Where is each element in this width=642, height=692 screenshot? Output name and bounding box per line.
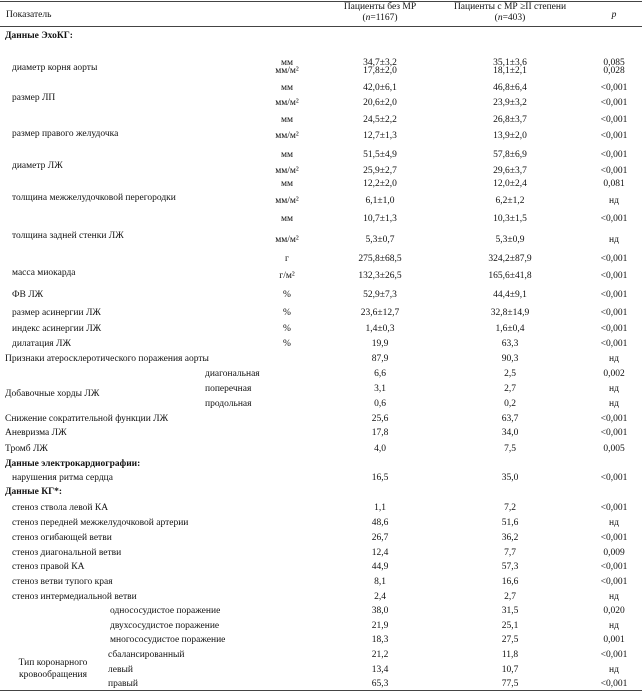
value-patients-without-mr: 132,3±26,5 [358,271,402,281]
row-label: стеноз интермедиальной ветви [12,592,137,602]
row-unit: % [283,308,291,318]
row-label: ФВ ЛЖ [12,290,44,300]
value-patients-with-mr: 6,2±1,2 [495,196,525,206]
value-patients-without-mr: 51,5±4,9 [363,150,397,160]
row-unit: мм [280,214,294,224]
value-patients-without-mr: 4,0 [374,444,386,454]
value-patients-with-mr: 90,3 [501,354,519,364]
value-patients-with-mr: 7,5 [504,444,516,454]
value-patients-without-mr: 87,9 [371,354,389,364]
value-patients-with-mr: 35,0 [501,473,519,483]
row-label: масса миокарда [12,268,76,278]
value-patients-with-mr: 57,8±6,9 [493,150,527,160]
value-patients-without-mr: 0,6 [374,399,386,409]
value-patients-without-mr: 21,9 [371,621,389,631]
value-patients-with-mr: 36,2 [501,533,519,543]
p-value: <0,001 [600,562,628,572]
value-patients-with-mr: 23,9±3,2 [493,98,527,108]
row-label: Аневризма ЛЖ [5,428,67,438]
value-patients-without-mr: 42,0±6,1 [363,83,397,93]
value-patients-without-mr: 16,5 [371,473,389,483]
value-patients-with-mr: 1,6±0,4 [495,324,525,334]
p-value: <0,001 [600,503,628,513]
value-patients-with-mr: 63,7 [501,414,519,424]
p-value: <0,001 [600,414,628,424]
p-value: <0,001 [600,98,628,108]
section-heading: Данные электрокардиографии: [5,459,141,469]
row-unit: мм [280,150,294,160]
value-patients-without-mr: 8,1 [374,577,386,587]
value-patients-without-mr: 25,6 [371,414,389,424]
row-label: Признаки атеросклеротического поражения аорты [5,354,209,364]
p-value: 0,002 [603,369,625,379]
p-value: 0,085 [603,58,625,68]
row-label: стеноз правой КА [12,562,85,572]
p-value: <0,001 [600,324,628,334]
value-patients-without-mr: 3,1 [374,384,386,394]
value-patients-with-mr: 324,2±87,9 [488,254,532,264]
value-patients-without-mr: 34,7±3,2 [363,58,397,68]
row-label: индекс асинергии ЛЖ [12,324,102,334]
value-patients-without-mr: 19,9 [371,339,389,349]
row-unit: мм [280,58,294,68]
value-patients-without-mr: 20,6±2,0 [363,98,397,108]
value-patients-with-mr: 25,1 [501,621,519,631]
row-unit: мм [280,115,294,125]
row-unit: мм [280,179,294,189]
p-value: <0,001 [600,290,628,300]
p-value: нд [609,354,619,364]
value-patients-with-mr: 26,8±3,7 [493,115,527,125]
value-patients-without-mr: 12,2±2,0 [363,179,397,189]
row-label: Добавочные хорды ЛЖ [5,389,100,399]
p-value: <0,001 [600,308,628,318]
row-unit: мм/м² [275,131,299,141]
value-patients-without-mr: 1,4±0,3 [365,324,395,334]
p-value: нд [609,621,619,631]
value-patients-without-mr: 52,9±7,3 [363,290,397,300]
value-patients-with-mr: 10,3±1,5 [493,214,527,224]
row-sublabel: диагональная [205,369,260,379]
p-value: нд [609,196,619,206]
row-label: диаметр ЛЖ [12,161,63,171]
value-patients-without-mr: 6,1±1,0 [365,196,395,206]
row-sublabel: поперечная [205,384,252,394]
value-patients-with-mr: 16,6 [501,577,519,587]
p-value: <0,001 [600,339,628,349]
value-patients-with-mr: 63,3 [501,339,519,349]
value-patients-with-mr: 11,8 [501,650,519,660]
p-value: <0,001 [600,473,628,483]
row-sublabel: двухсосудистое поражение [110,621,220,631]
row-unit: мм/м² [275,235,299,245]
row-label: диаметр корня аорты [12,63,98,73]
value-patients-with-mr: 2,5 [504,369,516,379]
row-unit: % [283,290,291,300]
value-patients-without-mr: 13,4 [371,665,389,675]
value-patients-with-mr: 18,1±2,1 [493,66,527,76]
value-patients-without-mr: 38,0 [371,606,389,616]
value-patients-without-mr: 275,8±68,5 [358,254,402,264]
value-patients-without-mr: 23,6±12,7 [360,308,400,318]
row-label: Снижение сократительной функции ЛЖ [5,414,169,424]
value-patients-without-mr: 44,9 [371,562,389,572]
row-label: дилатация ЛЖ [12,339,71,349]
p-value: 0,001 [603,635,625,645]
row-label: толщина межжелудочковой перегородки [12,193,176,203]
value-patients-without-mr: 5,3±0,7 [365,235,395,245]
p-value: 0,020 [603,606,625,616]
row-label: стеноз диагональной ветви [12,548,122,558]
p-value: 0,009 [603,548,625,558]
header-p: p [611,10,617,20]
value-patients-without-mr: 18,3 [371,635,389,645]
row-label: размер асинергии ЛЖ [12,308,101,318]
row-unit: мм/м² [275,166,299,176]
row-unit: мм/м² [275,98,299,108]
row-unit: мм/м² [275,66,299,76]
value-patients-with-mr: 57,3 [501,562,519,572]
row-label: размер ЛП [12,93,56,103]
p-value: <0,001 [600,533,628,543]
p-value: нд [609,235,619,245]
value-patients-without-mr: 48,6 [371,518,389,528]
p-value: <0,001 [600,271,628,281]
p-value: <0,001 [600,254,628,264]
p-value: нд [609,399,619,409]
header-rule [0,26,642,27]
value-patients-with-mr: 2,7 [504,592,516,602]
row-sublabel: сбалансированный [108,650,185,660]
row-label: стеноз передней межжелудочковой артерии [12,518,189,528]
value-patients-with-mr: 34,0 [501,428,519,438]
row-label: Тип коронарного кровообращения [18,658,88,680]
row-label: нарушения ритма сердца [12,473,113,483]
p-value: <0,001 [600,115,628,125]
row-sublabel: левый [108,665,133,675]
p-value: <0,001 [600,650,628,660]
value-patients-with-mr: 31,5 [501,606,519,616]
value-patients-with-mr: 165,6±41,8 [488,271,532,281]
value-patients-without-mr: 10,7±1,3 [363,214,397,224]
p-value: 0,028 [603,66,625,76]
value-patients-with-mr: 44,4±9,1 [493,290,527,300]
value-patients-without-mr: 2,4 [374,592,386,602]
row-sublabel: однососудистое поражение [110,606,221,616]
value-patients-without-mr: 12,4 [371,548,389,558]
row-unit: г [285,254,289,264]
value-patients-without-mr: 12,7±1,3 [363,131,397,141]
value-patients-without-mr: 6,6 [374,369,386,379]
row-label: толщина задней стенки ЛЖ [12,231,124,241]
value-patients-without-mr: 17,8 [371,428,389,438]
row-unit: мм [280,83,294,93]
row-unit: мм/м² [275,196,299,206]
value-patients-with-mr: 46,8±6,4 [493,83,527,93]
row-sublabel: многососудистое поражение [110,635,226,645]
row-sublabel: правый [108,679,139,689]
value-patients-with-mr: 13,9±2,0 [493,131,527,141]
section-heading: Данные ЭхоКГ: [5,31,73,41]
value-patients-with-mr: 29,6±3,7 [493,166,527,176]
p-value: 0,081 [603,179,625,189]
value-patients-without-mr: 25,9±2,7 [363,166,397,176]
row-label: стеноз ствола левой КА [12,503,109,513]
row-unit: % [283,324,291,334]
p-value: <0,001 [600,166,628,176]
value-patients-without-mr: 21,2 [371,650,389,660]
p-value: <0,001 [600,214,628,224]
header-indicator: Показатель [6,10,52,20]
bottom-rule [0,690,642,691]
row-unit: г/м² [279,271,295,281]
value-patients-with-mr: 0,2 [504,399,516,409]
p-value: нд [609,665,619,675]
value-patients-with-mr: 32,8±14,9 [490,308,530,318]
row-label: Тромб ЛЖ [5,444,48,454]
row-unit: % [283,339,291,349]
value-patients-without-mr: 65,3 [371,679,389,689]
row-label: размер правого желудочка [12,129,119,139]
value-patients-with-mr: 27,5 [501,635,519,645]
value-patients-with-mr: 51,6 [501,518,519,528]
p-value: <0,001 [600,150,628,160]
p-value: нд [609,384,619,394]
value-patients-without-mr: 24,5±2,2 [363,115,397,125]
value-patients-with-mr: 12,0±2,4 [493,179,527,189]
row-sublabel: продольная [205,399,252,409]
section-heading: Данные КГ*: [5,487,63,497]
p-value: <0,001 [600,83,628,93]
value-patients-with-mr: 7,2 [504,503,516,513]
header-col2: Пациенты с МР ≥II степени (n=403) [453,2,567,23]
value-patients-with-mr: 2,7 [504,384,516,394]
value-patients-with-mr: 7,7 [504,548,516,558]
row-label: стеноз огибающей ветви [12,533,112,543]
p-value: <0,001 [600,679,628,689]
value-patients-with-mr: 5,3±0,9 [495,235,525,245]
value-patients-with-mr: 10,7 [501,665,519,675]
value-patients-without-mr: 17,8±2,0 [363,66,397,76]
p-value: <0,001 [600,131,628,141]
p-value: <0,001 [600,428,628,438]
value-patients-without-mr: 26,7 [371,533,389,543]
value-patients-with-mr: 77,5 [501,679,519,689]
p-value: <0,001 [600,577,628,587]
p-value: нд [609,518,619,528]
value-patients-with-mr: 35,1±3,6 [493,58,527,68]
row-label: стеноз ветви тупого края [12,577,113,587]
header-col1: Пациенты без МР (n=1167) [343,2,417,23]
p-value: нд [609,592,619,602]
value-patients-without-mr: 1,1 [374,503,386,513]
p-value: 0,005 [603,444,625,454]
